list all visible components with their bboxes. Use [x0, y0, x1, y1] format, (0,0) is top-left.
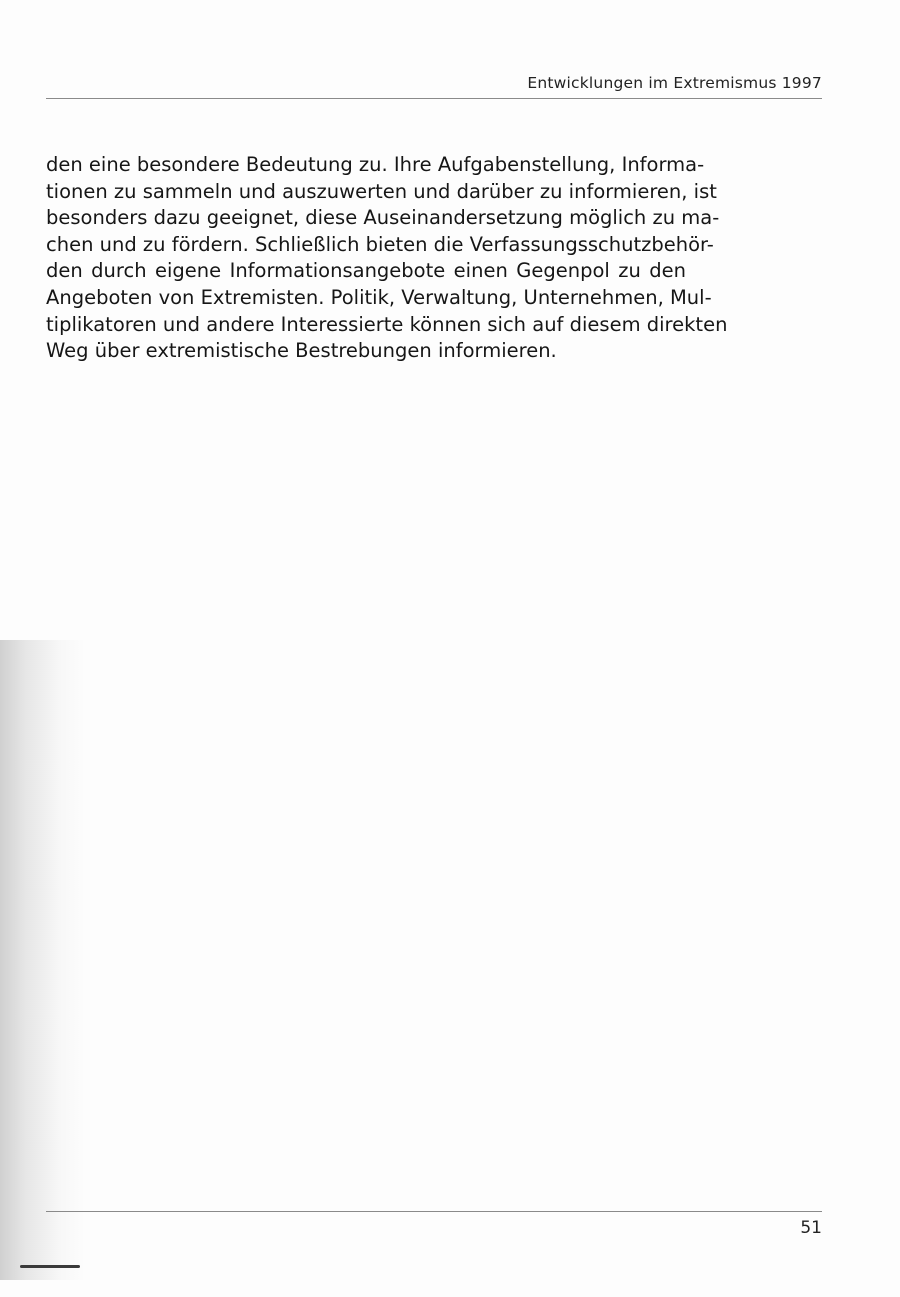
paragraph-line: den eine besondere Bedeutung zu. Ihre Aufgabenstellung, Informa-: [46, 153, 705, 176]
paragraph-line: tiplikatoren und andere Interessierte können sich auf diesem direkten: [46, 312, 728, 336]
paragraph-line: Weg über extremistische Bestrebungen informieren.: [46, 339, 557, 363]
scan-binding-mark: [20, 1265, 80, 1268]
body-paragraph: [46, 152, 728, 365]
footer-rule: [46, 1211, 822, 1212]
running-header-title: Entwicklungen im Extremismus 1997: [527, 74, 822, 92]
page-number: 51: [800, 1218, 822, 1238]
paragraph-line: tionen zu sammeln und auszuwerten und darüber zu informieren, ist: [46, 179, 717, 203]
paragraph-line: den durch eigene Informationsangebote einen Gegenpol zu den: [46, 259, 686, 283]
paragraph-line: besonders dazu geeignet, diese Auseinandersetzung möglich zu ma-: [46, 206, 720, 230]
paragraph-line: chen und zu fördern. Schließlich bieten die Verfassungsschutzbehör-: [46, 232, 714, 256]
scan-binding-shadow: [0, 640, 85, 1280]
running-header: [46, 70, 822, 99]
paragraph-line: Angeboten von Extremisten. Politik, Verwaltung, Unternehmen, Mul-: [46, 285, 712, 309]
